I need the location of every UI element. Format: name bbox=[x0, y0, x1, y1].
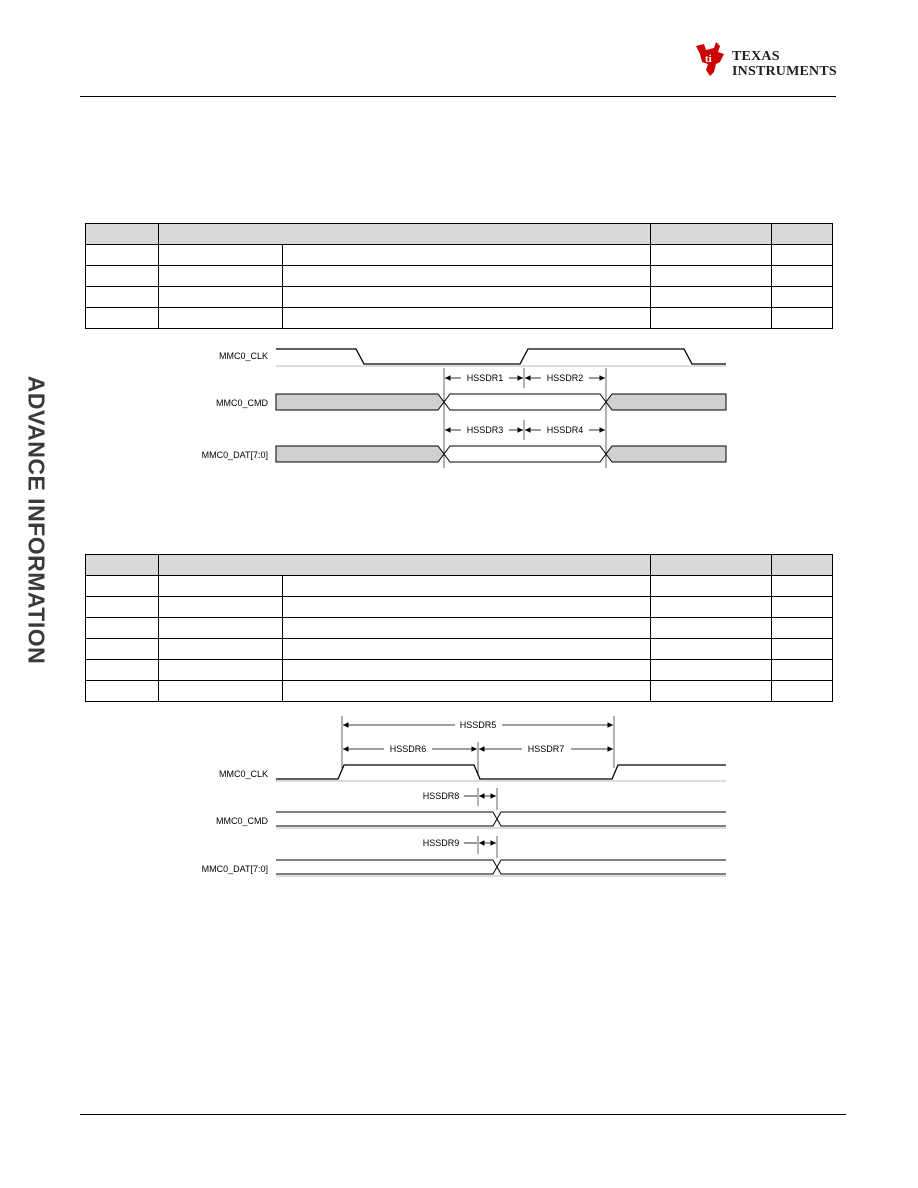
cmd-waveform bbox=[276, 394, 726, 410]
table-cell bbox=[651, 597, 772, 618]
table-cell bbox=[86, 245, 159, 266]
table-row bbox=[86, 597, 833, 618]
param-hssdr6 bbox=[343, 744, 477, 754]
param-label: HSSDR9 bbox=[422, 838, 460, 848]
table-cell bbox=[651, 287, 772, 308]
param-hssdr1 bbox=[445, 373, 523, 383]
table-cell bbox=[651, 266, 772, 287]
signal-label-clk: MMC0_CLK bbox=[218, 769, 268, 779]
table-cell bbox=[283, 287, 651, 308]
param-label: HSSDR3 bbox=[466, 425, 504, 435]
table-row bbox=[86, 576, 833, 597]
signal-label-cmd: MMC0_CMD bbox=[215, 398, 268, 408]
table-row bbox=[86, 639, 833, 660]
table-cell bbox=[159, 681, 283, 702]
table-cell bbox=[651, 681, 772, 702]
param-label: HSSDR4 bbox=[546, 425, 584, 435]
timing-table-1 bbox=[85, 223, 833, 329]
param-label: HSSDR1 bbox=[466, 373, 504, 383]
ti-logo bbox=[690, 40, 840, 82]
param-hssdr8 bbox=[423, 791, 496, 801]
signal-label-cmd: MMC0_CMD bbox=[215, 816, 268, 826]
table-cell bbox=[86, 224, 159, 245]
table-cell bbox=[772, 597, 833, 618]
param-label: HSSDR7 bbox=[527, 744, 565, 754]
table-cell bbox=[651, 555, 772, 576]
table-header-row bbox=[86, 555, 833, 576]
table-cell bbox=[86, 287, 159, 308]
table-cell bbox=[772, 576, 833, 597]
table-cell bbox=[159, 308, 283, 329]
timing-table-2 bbox=[85, 554, 833, 702]
param-label: HSSDR8 bbox=[422, 791, 460, 801]
table-row bbox=[86, 660, 833, 681]
table-cell bbox=[159, 266, 283, 287]
table-cell bbox=[283, 639, 651, 660]
table-cell bbox=[86, 308, 159, 329]
table-header-row bbox=[86, 224, 833, 245]
table-row bbox=[86, 618, 833, 639]
signal-label-dat: MMC0_DAT[7:0] bbox=[201, 450, 268, 460]
ti-state-logo-icon bbox=[690, 40, 730, 80]
table-cell bbox=[159, 660, 283, 681]
table-row bbox=[86, 287, 833, 308]
footer-rule bbox=[80, 1114, 846, 1115]
brand-line-2: INSTRUMENTS bbox=[732, 64, 837, 79]
table-cell bbox=[159, 555, 651, 576]
table-cell bbox=[772, 287, 833, 308]
table-cell bbox=[86, 266, 159, 287]
table-row bbox=[86, 266, 833, 287]
dat-waveform bbox=[276, 860, 726, 876]
table-cell bbox=[86, 681, 159, 702]
table-cell bbox=[283, 597, 651, 618]
table-cell bbox=[86, 618, 159, 639]
table-cell bbox=[772, 618, 833, 639]
table-cell bbox=[772, 639, 833, 660]
table-cell bbox=[159, 224, 651, 245]
table-cell bbox=[159, 618, 283, 639]
svg-text:ti: ti bbox=[705, 53, 712, 65]
table-cell bbox=[283, 660, 651, 681]
param-hssdr9 bbox=[423, 838, 496, 848]
table-cell bbox=[651, 224, 772, 245]
cmd-waveform bbox=[276, 812, 726, 828]
table-cell bbox=[772, 555, 833, 576]
table-row bbox=[86, 245, 833, 266]
table-cell bbox=[86, 555, 159, 576]
table-row bbox=[86, 308, 833, 329]
table-cell bbox=[772, 224, 833, 245]
param-hssdr2 bbox=[525, 373, 605, 383]
table-cell bbox=[86, 576, 159, 597]
table-cell bbox=[651, 618, 772, 639]
watermark-text: ADVANCE INFORMATION bbox=[23, 375, 50, 665]
table-cell bbox=[283, 618, 651, 639]
table-cell bbox=[772, 245, 833, 266]
table-cell bbox=[651, 576, 772, 597]
clk-waveform bbox=[276, 765, 726, 781]
table-cell bbox=[651, 308, 772, 329]
table-cell bbox=[283, 245, 651, 266]
param-label: HSSDR6 bbox=[389, 744, 427, 754]
brand-line-1: TEXAS bbox=[732, 49, 780, 64]
table-cell bbox=[86, 639, 159, 660]
clk-waveform bbox=[276, 349, 726, 366]
table-cell bbox=[772, 681, 833, 702]
header-rule bbox=[80, 96, 836, 97]
table-cell bbox=[159, 597, 283, 618]
table-cell bbox=[651, 245, 772, 266]
table-cell bbox=[86, 597, 159, 618]
table-cell bbox=[772, 660, 833, 681]
table-cell bbox=[772, 308, 833, 329]
table-cell bbox=[772, 266, 833, 287]
table-cell bbox=[159, 639, 283, 660]
table-cell bbox=[159, 245, 283, 266]
param-hssdr7 bbox=[479, 744, 613, 754]
dat-waveform bbox=[276, 446, 726, 462]
signal-label-clk: MMC0_CLK bbox=[218, 351, 268, 361]
table-cell bbox=[283, 266, 651, 287]
table-cell bbox=[159, 287, 283, 308]
param-label: HSSDR2 bbox=[546, 373, 584, 383]
param-hssdr3 bbox=[445, 425, 523, 435]
table-row bbox=[86, 681, 833, 702]
table-cell bbox=[283, 576, 651, 597]
table-cell bbox=[283, 681, 651, 702]
table-cell bbox=[651, 639, 772, 660]
table-cell bbox=[86, 660, 159, 681]
table-cell bbox=[651, 660, 772, 681]
param-hssdr5 bbox=[343, 720, 613, 730]
table-cell bbox=[159, 576, 283, 597]
param-hssdr4 bbox=[525, 425, 605, 435]
param-label: HSSDR5 bbox=[459, 720, 497, 730]
table-cell bbox=[283, 308, 651, 329]
signal-label-dat: MMC0_DAT[7:0] bbox=[201, 864, 268, 874]
